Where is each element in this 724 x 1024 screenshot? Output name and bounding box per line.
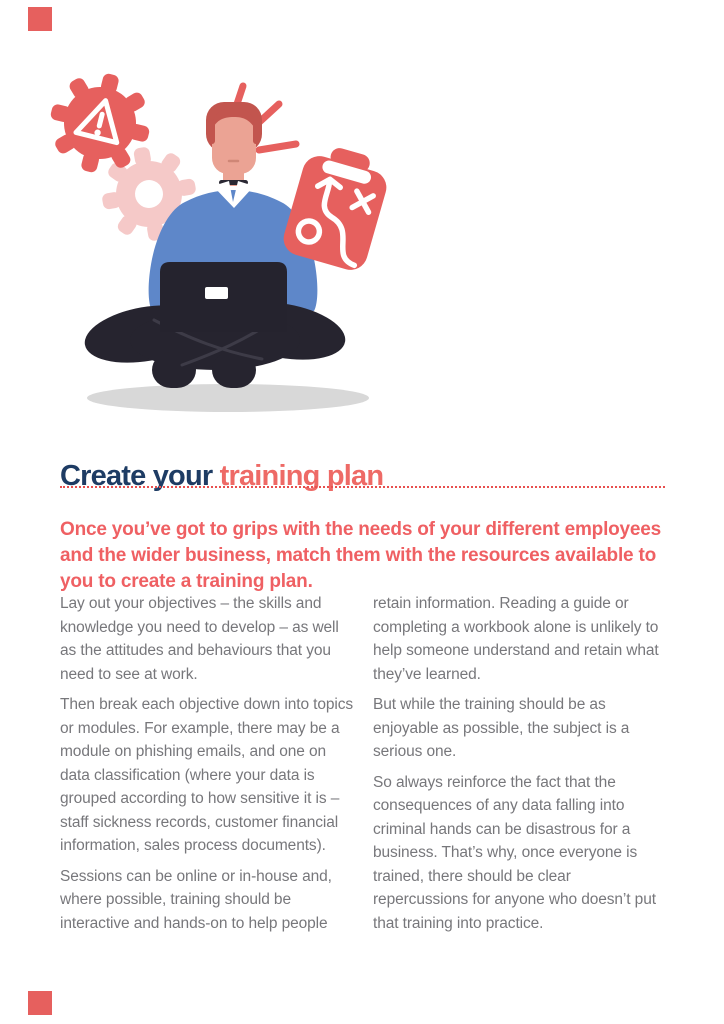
sideburn-right (253, 120, 260, 144)
body-column-left (60, 592, 356, 942)
page-title-prefix: Create your (60, 460, 213, 493)
sideburn-left (208, 120, 215, 144)
body-paragraph: So always reinforce the fact that the consequences of any data falling into criminal hands can be disastrous for a business. That’s why, once everyone is trained, there should be clear repercussions for anyone who doesn’t put that training into practice. (373, 773, 656, 932)
body-column-right (373, 592, 669, 942)
illustration-svg (42, 68, 402, 418)
corner-mark-bottom-left (28, 991, 52, 1015)
dotted-divider (60, 486, 665, 488)
illustration (42, 68, 402, 418)
intro-paragraph: Once you’ve got to grips with the needs of your different employees and the wider business, match them with the resources available to you to create a training plan. (60, 519, 662, 592)
corner-mark-top-left (28, 7, 52, 31)
page-title-highlight: training plan (212, 460, 384, 493)
body-columns (60, 592, 669, 942)
body-paragraph: Sessions can be online or in-house and, where possible, training should be interactive and hands-on to help people (60, 867, 332, 932)
body-paragraph: But while the training should be as enjoyable as possible, the subject is a serious one. (373, 696, 630, 760)
body-paragraph: Lay out your objectives – the skills and knowledge you need to develop – as well as the attitudes and behaviours that you need to see at work. (60, 595, 339, 683)
body-paragraph: retain information. Reading a guide or completing a workbook alone is unlikely to help someone understand and retain what they’ve learned. (373, 595, 659, 683)
strategy-clipboard-icon (280, 140, 394, 274)
ground-shadow (87, 384, 369, 412)
laptop-logo (205, 287, 228, 299)
body-paragraph: Then break each objective down into topics or modules. For example, there may be a module on phishing emails, and one on data classification (where your data is grouped according to how sensitive it is – staff sickness records, customer financial information, sales process documents). (60, 696, 354, 854)
